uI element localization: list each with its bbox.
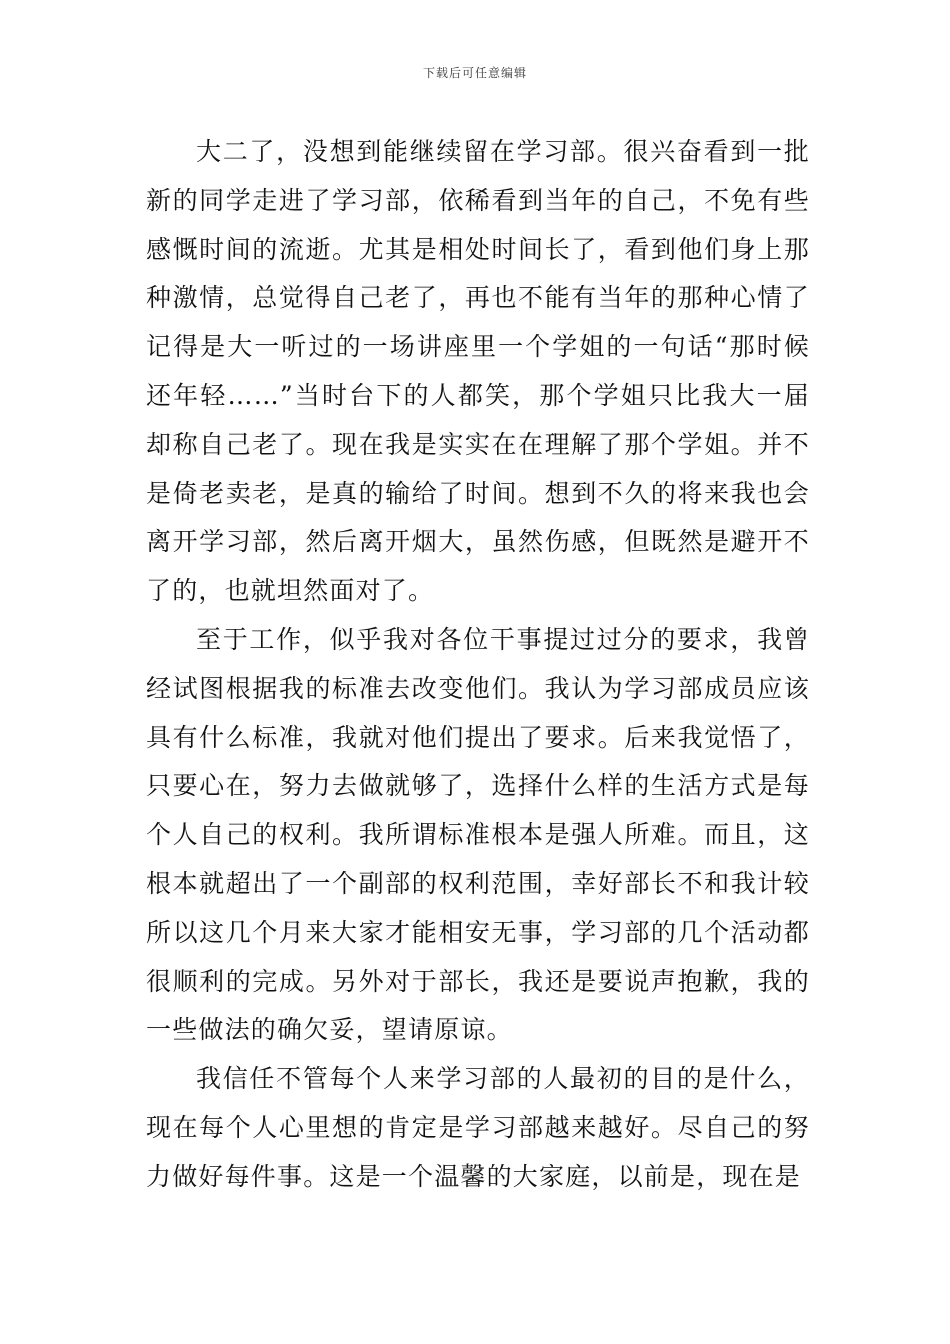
page-header-note: 下载后可任意编辑	[422, 66, 527, 80]
paragraph-2: 至于工作，似乎我对各位干事提过过分的要求，我曾经试图根据我的标准去改变他们。我认为学习部成员应该具有什么标准，我就对他们提出了要求。后来我觉悟了，只要心在，努力去做就够了，选择什么样的生活方式是每个人自己的权利。我所谓标准根本是强人所难。而且，这根本就超出了一个副部的权利范围，幸好部长不和我计较所以这几个月来大家才能相安无事，学习部的几个活动都很顺利的完成。另外对于部长，我还是要说声抱歉，我的一些做法的确欠妥，望请原谅。	[146, 624, 810, 1045]
paragraph-3: 我信任不管每个人来学习部的人最初的目的是什么，现在每个人心里想的肯定是学习部越来越好。尽自己的努力做好每件事。这是一个温馨的大家庭，以前是，现在是	[146, 1064, 810, 1191]
document-body	[146, 128, 810, 1202]
paragraph-1: 大二了，没想到能继续留在学习部。很兴奋看到一批新的同学走进了学习部，依稀看到当年的自己，不免有些感慨时间的流逝。尤其是相处时间长了，看到他们身上那种激情，总觉得自己老了，再也不能有当年的那种心情了记得是大一听过的一场讲座里一个学姐的一句话“那时候还年轻……”当时台下的人都笑，那个学姐只比我大一届却称自己老了。现在我是实实在在理解了那个学姐。并不是倚老卖老，是真的输给了时间。想到不久的将来我也会离开学习部，然后离开烟大，虽然伤感，但既然是避开不了的，也就坦然面对了。	[146, 137, 810, 606]
